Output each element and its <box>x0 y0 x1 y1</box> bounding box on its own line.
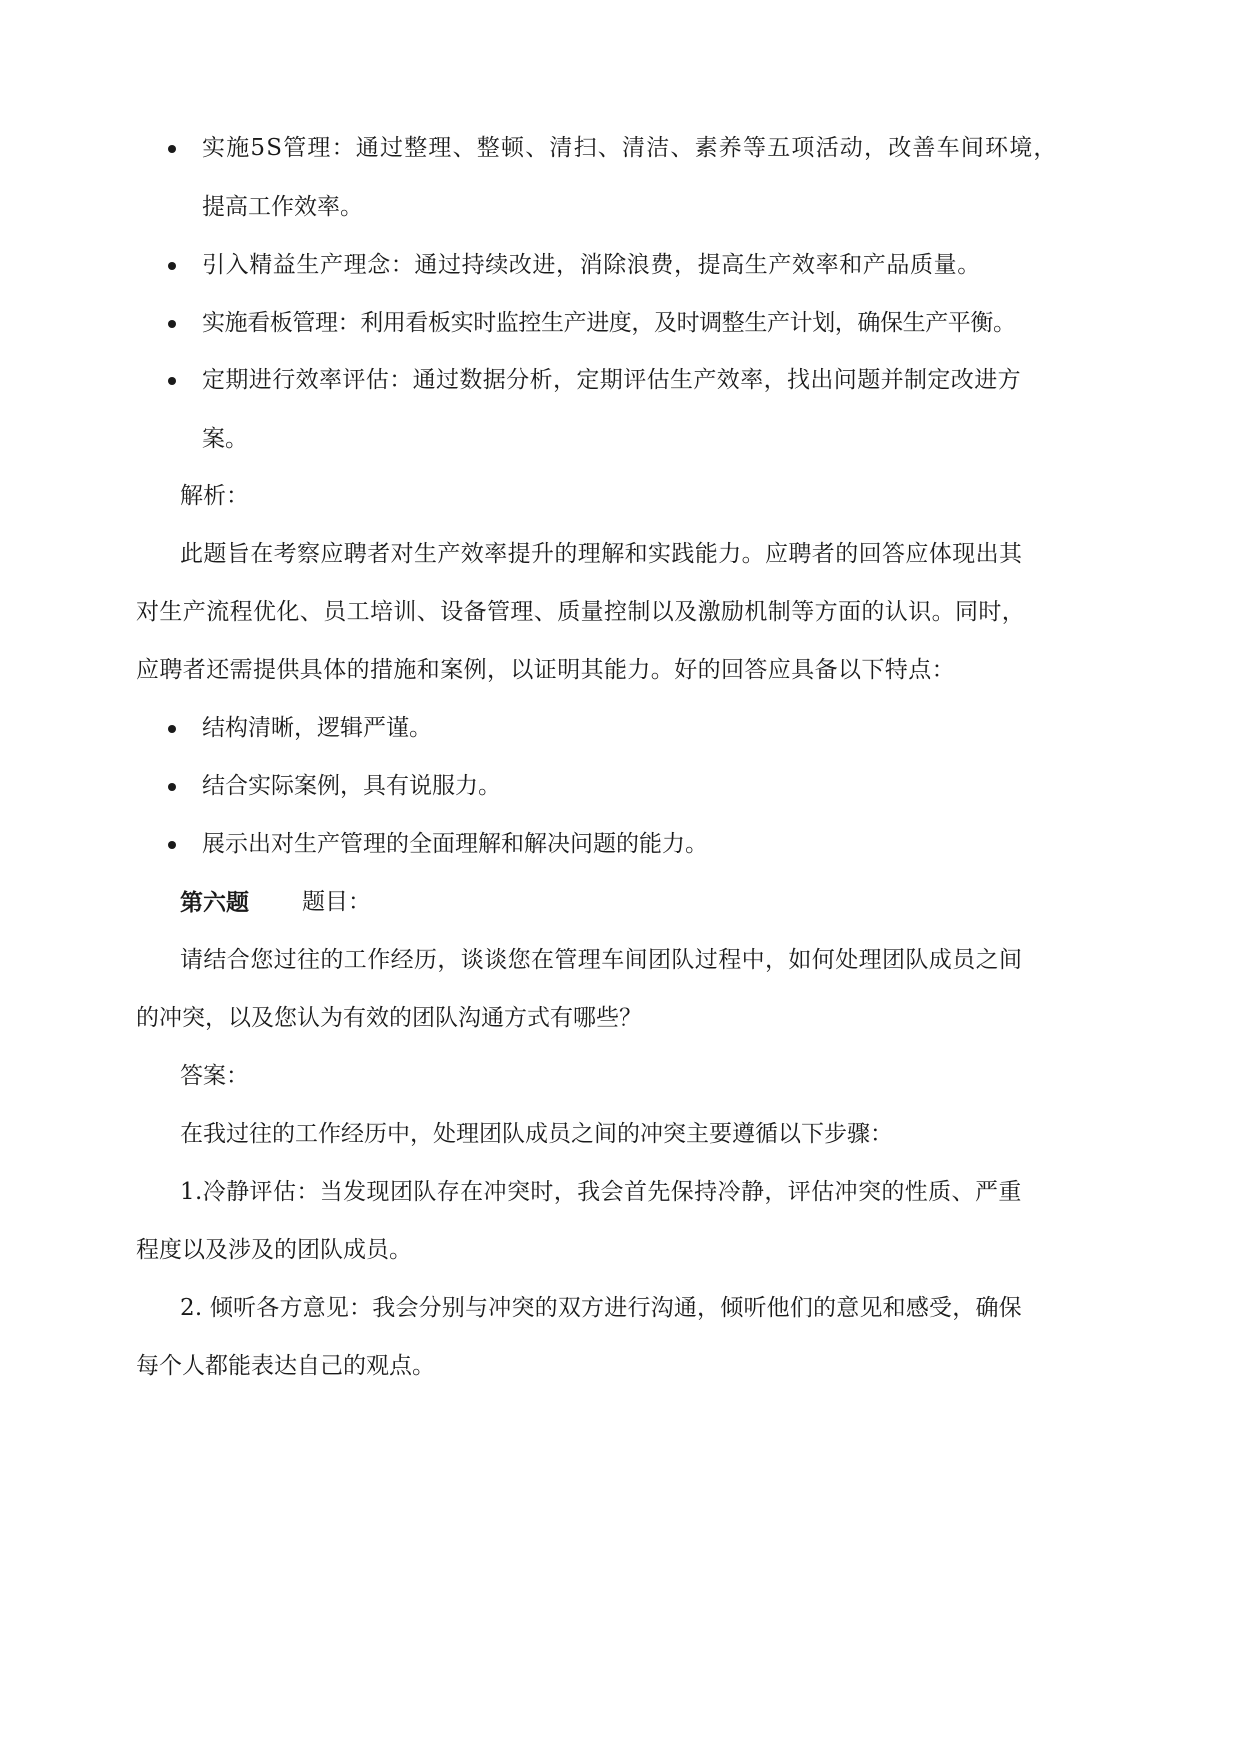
bullet-marker <box>168 841 176 849</box>
bullet-marker <box>168 725 176 733</box>
bullet-line: 实施看板管理：利用看板实时监控生产进度，及时调整生产计划，确保生产平衡。 <box>202 310 1016 336</box>
bullet-line-continuation: 提高工作效率。 <box>202 194 363 220</box>
bullet-line: 定期进行效率评估：通过数据分析，定期评估生产效率，找出问题并制定改进方 <box>202 367 1021 393</box>
analysis-label: 解析： <box>180 483 249 509</box>
bullet-marker <box>168 145 176 153</box>
bullet-marker <box>168 320 176 328</box>
question-text-line: 的冲突，以及您认为有效的团队沟通方式有哪些？ <box>136 1005 642 1031</box>
question-text-line: 请结合您过往的工作经历，谈谈您在管理车间团队过程中，如何处理团队成员之间 <box>180 947 1023 973</box>
bullet-line: 结构清晰，逻辑严谨。 <box>202 715 432 741</box>
answer-step-line-continuation: 每个人都能表达自己的观点。 <box>136 1353 435 1379</box>
bullet-marker <box>168 262 176 270</box>
bullet-marker <box>168 377 176 385</box>
bullet-marker <box>168 783 176 791</box>
bullet-line-continuation: 案。 <box>202 426 248 452</box>
bullet-line: 结合实际案例，具有说服力。 <box>202 773 501 799</box>
answer-step-line-continuation: 程度以及涉及的团队成员。 <box>136 1237 412 1263</box>
question-number: 第六题 <box>180 889 249 916</box>
answer-intro: 在我过往的工作经历中，处理团队成员之间的冲突主要遵循以下步骤： <box>180 1121 893 1147</box>
answer-step-line: 2. 倾听各方意见：我会分别与冲突的双方进行沟通，倾听他们的意见和感受，确保 <box>180 1295 1022 1321</box>
analysis-paragraph-line: 对生产流程优化、员工培训、设备管理、质量控制以及激励机制等方面的认识。同时， <box>136 599 1026 625</box>
bullet-line: 实施5S管理：通过整理、整顿、清扫、清洁、素养等五项活动，改善车间环境， <box>202 135 1058 161</box>
question-label: 题目： <box>302 889 371 915</box>
answer-label: 答案： <box>180 1063 249 1089</box>
bullet-line: 展示出对生产管理的全面理解和解决问题的能力。 <box>202 831 708 857</box>
bullet-line: 引入精益生产理念：通过持续改进，消除浪费，提高生产效率和产品质量。 <box>202 252 981 278</box>
answer-step-line: 1.冷静评估：当发现团队存在冲突时，我会首先保持冷静，评估冲突的性质、严重 <box>180 1179 1022 1205</box>
analysis-paragraph-line: 此题旨在考察应聘者对生产效率提升的理解和实践能力。应聘者的回答应体现出其 <box>180 541 1023 567</box>
analysis-paragraph-line: 应聘者还需提供具体的措施和案例，以证明其能力。好的回答应具备以下特点： <box>136 657 955 683</box>
